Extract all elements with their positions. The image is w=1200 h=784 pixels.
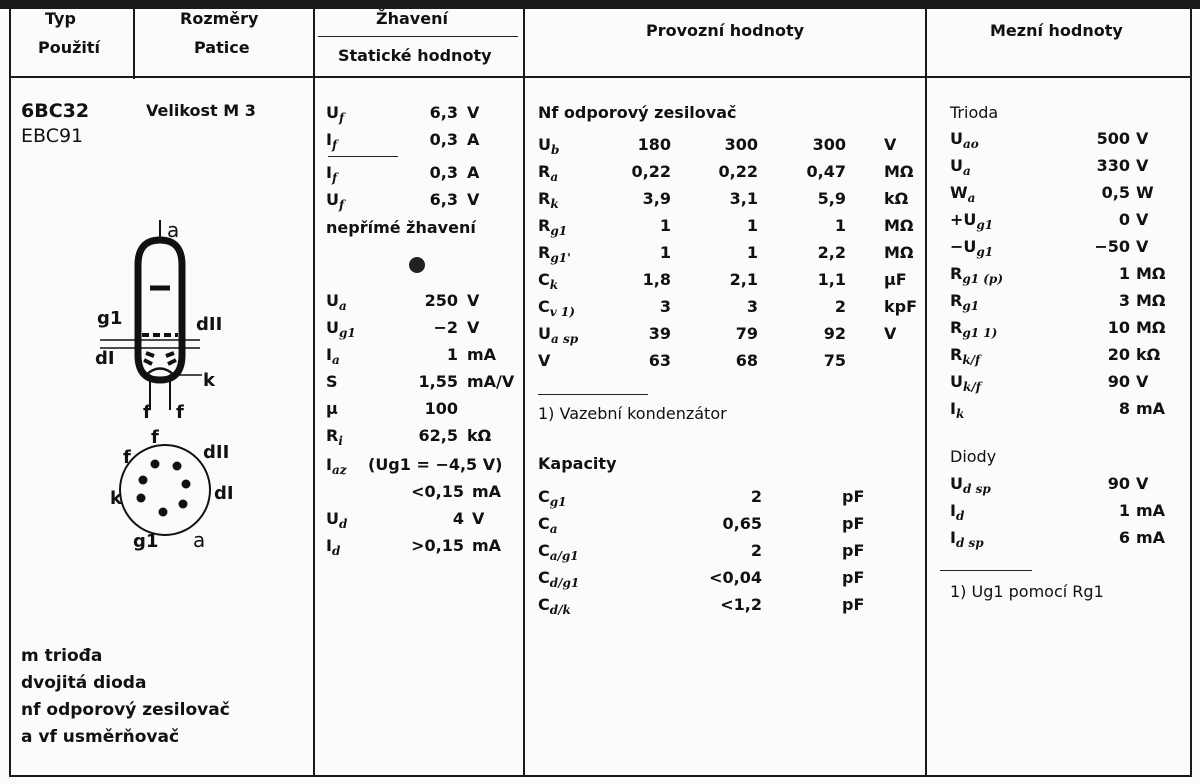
pin-label-dII: dII [203,442,230,463]
id-unit: mA [472,536,502,555]
operating-value: 2 [834,297,846,316]
heating-divider [328,156,398,157]
operating-value: 0,22 [718,162,758,181]
header-mezni: Mezní hodnoty [990,21,1123,40]
limit-value: 330 [1096,156,1130,175]
limit-value: 500 [1096,129,1130,148]
static-symbol: $R_i$ [326,426,343,448]
operating-symbol: $C_k$ [538,270,559,292]
limit-unit: kΩ [1136,345,1161,364]
static-unit: V [467,318,480,337]
operating-symbol: $R_k$ [538,189,559,211]
header-rozmery: Rozměry [180,9,259,28]
ud-value: 4 [452,509,464,528]
limit-value: 0,5 [1101,183,1130,202]
pin-label-dI: dI [214,483,234,504]
limit-unit: MΩ [1136,318,1166,337]
static-value: 1 [446,345,458,364]
limit-value: −50 [1094,237,1130,256]
header-provozni: Provozní hodnoty [646,21,805,40]
iaz-symbol: $I_{az}$ [326,455,347,477]
heating-value: 0,3 [429,130,458,149]
operating-value: 300 [812,135,846,154]
footnote-divider [940,570,1032,571]
limit-unit: V [1136,372,1149,391]
pin-label-f1: f [123,447,131,468]
label-grid: g1 [97,308,123,329]
heating-unit: A [467,130,480,149]
heating-symbol: $I_f$ [326,163,338,185]
limits-footnote: 1) Ug1 pomocí Rg1 [950,582,1104,601]
capacity-unit: pF [842,514,865,533]
operating-value: 92 [823,324,846,343]
label-heater-1: f [143,402,151,423]
bottom-border [9,775,1192,777]
static-unit: kΩ [467,426,492,445]
capacity-value: 0,65 [722,514,762,533]
operating-value: 3,1 [729,189,758,208]
right-border [1190,9,1192,777]
limit-symbol: $+U_{g1}$ [950,210,994,232]
static-unit: V [467,291,480,310]
pin-label-f2: f [151,427,159,448]
usage-line: m triođa [21,646,103,666]
limit-unit: MΩ [1136,264,1166,283]
label-cathode: k [203,370,215,391]
column-divider [133,9,135,79]
operating-symbol: V [538,351,551,370]
label-heater-2: f [176,402,184,423]
capacity-symbol: $C_{g1}$ [538,487,567,509]
footnote-divider [538,394,648,395]
capacity-symbol: $C_{d/k}$ [538,595,571,617]
pin-label-a: a [193,528,206,552]
static-symbol: $U_{g1}$ [326,318,356,340]
operating-value: 1 [746,243,758,262]
operating-value: 2,1 [729,270,758,289]
operating-symbol: $C_{v 1)}$ [538,297,575,319]
heating-symbol: $I_f$ [326,130,338,152]
tube-name-secondary: EBC91 [21,125,84,147]
heating-symbol: $U_f$ [326,190,345,212]
capacity-value: 2 [750,487,762,506]
limit-unit: V [1136,156,1149,175]
limit-symbol: $I_k$ [950,399,965,421]
pin-label-k: k [110,488,122,509]
operating-unit: kΩ [884,189,909,208]
iaz-value: <0,15 [411,482,464,501]
operating-unit: V [884,324,897,343]
operating-unit: μF [884,270,907,289]
limit-symbol: $R_{k/f}$ [950,345,981,367]
heating-value: 6,3 [429,190,458,209]
header-zhaveni: Žhavení [376,9,448,28]
capacity-symbol: $C_{d/g1}$ [538,568,580,590]
heating-unit: A [467,163,480,182]
tube-name-primary: 6BC32 [21,100,90,122]
heating-unit: V [467,103,480,122]
limit-unit: V [1136,210,1149,229]
operating-symbol: $R_{g1'}$ [538,243,571,265]
limit-symbol: $R_{g1 1)}$ [950,318,998,340]
capacity-value: <0,04 [709,568,762,587]
limit-value: 1 [1118,264,1130,283]
operating-value: 1,1 [817,270,846,289]
static-symbol: μ [326,399,338,418]
diode-limit-value: 90 [1107,474,1130,493]
limit-unit: mA [1136,399,1166,418]
limit-symbol: $R_{g1 (p)}$ [950,264,1003,286]
top-border [0,0,1200,9]
static-value: 100 [424,399,458,418]
header-divider [9,76,1192,78]
diodes-title: Diody [950,447,997,466]
triode-title: Trioda [950,103,999,122]
limit-unit: V [1136,237,1149,256]
left-border [9,9,11,777]
limit-symbol: $U_{ao}$ [950,129,979,151]
operating-value: 3 [659,297,671,316]
operating-unit: MΩ [884,162,914,181]
operating-value: 1 [746,216,758,235]
operating-symbol: $U_b$ [538,135,560,157]
heating-symbol: $U_f$ [326,103,345,125]
heating-note: nepřímé žhavení [326,218,476,237]
iaz-unit: mA [472,482,502,501]
label-diode-2: dII [196,314,223,335]
operating-symbol: $R_{g1}$ [538,216,568,238]
static-symbol: $I_a$ [326,345,340,367]
heating-value: 0,3 [429,163,458,182]
operating-unit: kpF [884,297,918,316]
operating-value: 3 [746,297,758,316]
operating-value: 1 [659,216,671,235]
static-symbol: $U_a$ [326,291,347,313]
diode-limit-unit: mA [1136,528,1166,547]
operating-symbol: $U_{a sp}$ [538,324,579,346]
usage-line: dvojitá dioda [21,673,147,693]
limit-value: 8 [1118,399,1130,418]
limit-symbol: $U_{k/f}$ [950,372,981,394]
diode-limit-unit: mA [1136,501,1166,520]
label-diode-1: dI [95,348,115,369]
usage-line: nf odporový zesilovač [21,700,230,720]
operating-value: 5,9 [817,189,846,208]
operating-unit: MΩ [884,243,914,262]
capacity-unit: pF [842,487,865,506]
capacities-title: Kapacity [538,454,617,473]
id-symbol: $I_d$ [326,536,341,558]
operating-value: 1 [834,216,846,235]
static-unit: mA/V [467,372,515,391]
heating-value: 6,3 [429,103,458,122]
diode-limit-unit: V [1136,474,1149,493]
header-subdivider [318,36,518,37]
diode-limit-value: 6 [1118,528,1130,547]
static-value: 250 [424,291,458,310]
capacity-unit: pF [842,541,865,560]
header-staticke: Statické hodnoty [338,46,492,65]
static-value: −2 [433,318,458,337]
pin-label-g1: g1 [133,531,159,552]
operating-value: 0,47 [806,162,846,181]
column-divider [313,9,315,777]
column-divider [925,9,927,777]
operating-value: 1 [659,243,671,262]
static-symbol: S [326,372,338,391]
indirect-heating-icon [409,257,425,273]
capacity-unit: pF [842,595,865,614]
operating-symbol: $R_a$ [538,162,559,184]
limit-symbol: $-U_{g1}$ [950,237,994,259]
tube-size: Velikost M 3 [146,101,256,120]
operating-value: 3,9 [642,189,671,208]
limit-symbol: $R_{g1}$ [950,291,980,313]
limit-value: 90 [1107,372,1130,391]
iaz-condition: (Ug1 = −4,5 V) [368,455,503,474]
diode-limit-symbol: $U_{d sp}$ [950,474,991,496]
id-value: >0,15 [411,536,464,555]
capacity-value: <1,2 [720,595,762,614]
limit-unit: V [1136,129,1149,148]
operating-value: 75 [823,351,846,370]
static-value: 1,55 [418,372,458,391]
limit-symbol: $U_a$ [950,156,971,178]
capacity-symbol: $C_a$ [538,514,558,536]
capacity-value: 2 [750,541,762,560]
footnote: 1) Vazební kondenzátor [538,404,727,423]
limit-value: 20 [1107,345,1130,364]
static-value: 62,5 [418,426,458,445]
usage-line: a vf usměrňovač [21,727,180,747]
diode-limit-symbol: $I_{d sp}$ [950,528,984,550]
ud-unit: V [472,509,485,528]
static-unit: mA [467,345,497,364]
diode-limit-symbol: $I_d$ [950,501,965,523]
operating-value: 0,22 [631,162,671,181]
limit-unit: MΩ [1136,291,1166,310]
operating-value: 1,8 [642,270,671,289]
capacity-unit: pF [842,568,865,587]
header-pouziti: Použití [38,38,101,57]
amplifier-title: Nf odporový zesilovač [538,103,737,122]
operating-value: 300 [724,135,758,154]
operating-unit: V [884,135,897,154]
heating-unit: V [467,190,480,209]
operating-value: 180 [637,135,671,154]
capacity-symbol: $C_{a/g1}$ [538,541,579,563]
operating-value: 63 [648,351,671,370]
operating-value: 39 [648,324,671,343]
limit-unit: W [1136,183,1154,202]
limit-symbol: $W_a$ [950,183,976,205]
operating-value: 68 [735,351,758,370]
operating-value: 79 [735,324,758,343]
header-typ: Typ [45,9,76,28]
operating-unit: MΩ [884,216,914,235]
limit-value: 3 [1118,291,1130,310]
ud-symbol: $U_d$ [326,509,348,531]
limit-value: 10 [1107,318,1130,337]
operating-value: 2,2 [817,243,846,262]
limit-value: 0 [1118,210,1130,229]
diode-limit-value: 1 [1118,501,1130,520]
header-patice: Patice [194,38,250,57]
column-divider [523,9,525,777]
label-anode: a [167,218,180,242]
